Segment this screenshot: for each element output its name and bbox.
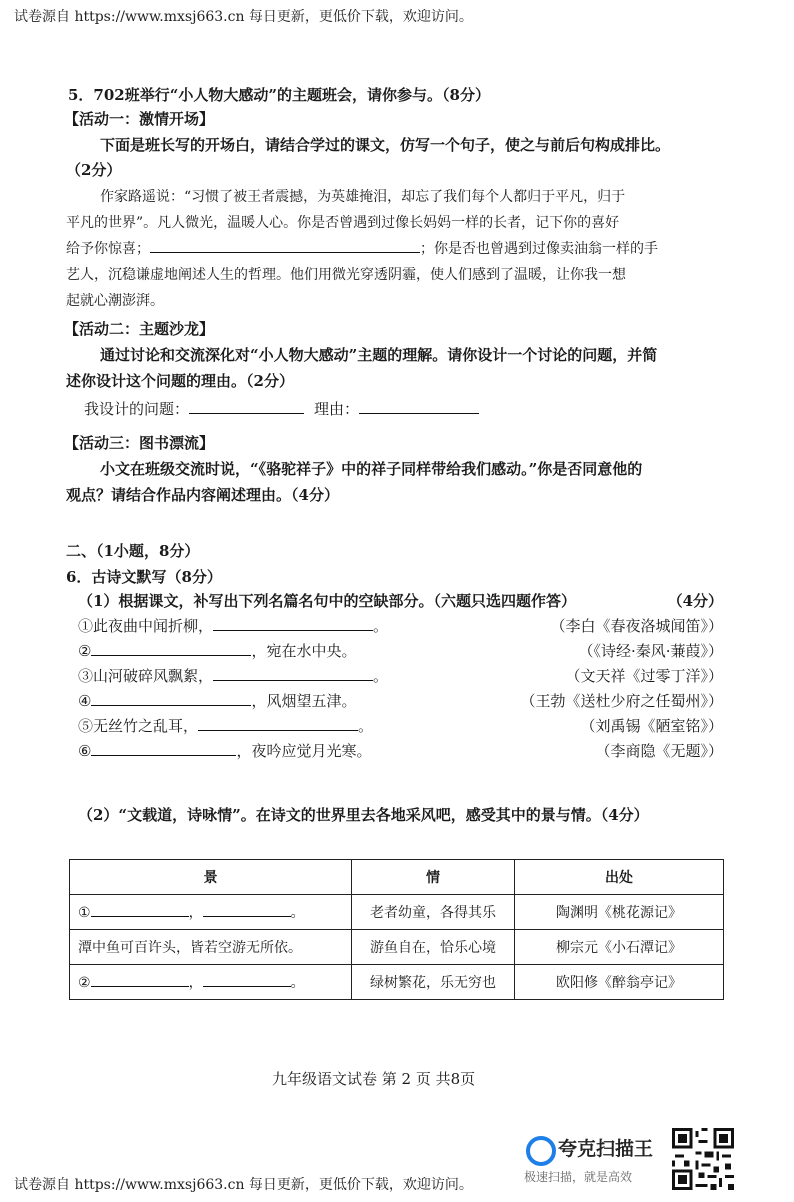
act1-prompt-line2: （2分） bbox=[66, 161, 122, 179]
poem-line-6-source: （李商隐《无题》） bbox=[595, 742, 723, 760]
act3-prompt-line1: 小文在班级交流时说，“《骆驼祥子》中的祥子同样带给我们感动。”你是否同意他的 bbox=[100, 460, 643, 478]
row3-scene bbox=[70, 965, 352, 1000]
section2-title: 二、（1小题，8分） bbox=[66, 542, 200, 560]
act1-passage-line2: 平凡的世界”。凡人微光，温暖人心。你是否曾遇到过像长妈妈一样的长者，记下你的喜好 bbox=[66, 215, 620, 231]
row1-blank-a[interactable] bbox=[91, 915, 189, 917]
row3-emotion: 绿树繁花，乐无穷也 bbox=[352, 965, 515, 1000]
poem-line-4 bbox=[78, 690, 723, 711]
poem-line-6-blank[interactable] bbox=[91, 754, 236, 756]
poem-line-2-post: ，宛在水中央。 bbox=[251, 642, 357, 660]
poem-line-3-post: 。 bbox=[373, 667, 389, 685]
row1-scene-period: 。 bbox=[290, 905, 305, 921]
poem-line-1 bbox=[78, 615, 723, 636]
row1-source: 陶渊明《桃花源记》 bbox=[515, 895, 724, 930]
act1-title: 【活动一：激情开场】 bbox=[64, 110, 215, 128]
brand-logo-icon bbox=[526, 1136, 556, 1166]
poem-line-3-blank[interactable] bbox=[213, 679, 373, 681]
poem-line-6-pre: ⑥ bbox=[78, 742, 92, 760]
act2-question-label: 我设计的问题： bbox=[84, 400, 190, 418]
poem-line-3-pre: ③山河破碎风飘絮， bbox=[78, 667, 214, 685]
act3-prompt-line2: 观点？请结合作品内容阐述理由。（4分） bbox=[66, 486, 339, 504]
act3-title: 【活动三：图书漂流】 bbox=[64, 434, 215, 452]
header-source: 出处 bbox=[515, 860, 724, 895]
poem-line-5-blank[interactable] bbox=[198, 729, 358, 731]
poem-line-1-source: （李白《春夜洛城闻笛》） bbox=[550, 617, 723, 635]
poem-line-1-post: 。 bbox=[373, 617, 389, 635]
row3-blank-a[interactable] bbox=[91, 985, 189, 987]
poem-line-4-source: （王勃《送杜少府之任蜀州》） bbox=[520, 692, 723, 710]
qr-code-icon bbox=[672, 1128, 734, 1190]
act2-title: 【活动二：主题沙龙】 bbox=[64, 320, 215, 338]
act2-reason-label: 理由： bbox=[314, 400, 360, 418]
act2-prompt-line2: 述你设计这个问题的理由。（2分） bbox=[66, 372, 294, 390]
row1-scene-marker: ① bbox=[78, 905, 91, 921]
poem-line-3 bbox=[78, 665, 723, 686]
row3-source: 欧阳修《醉翁亭记》 bbox=[515, 965, 724, 1000]
act2-question-blank[interactable] bbox=[189, 412, 304, 414]
act2-answer-line bbox=[84, 398, 479, 419]
brand-slogan: 极速扫描，就是高效 bbox=[524, 1170, 633, 1184]
act2-reason-blank[interactable] bbox=[359, 412, 479, 414]
act1-prompt-line1: 下面是班长写的开场白，请结合学过的课文，仿写一个句子，使之与前后句构成排比。 bbox=[100, 136, 671, 154]
part1-title-line bbox=[78, 590, 723, 611]
scene-emotion-table bbox=[69, 859, 724, 1000]
row1-emotion: 老者幼童，各得其乐 bbox=[352, 895, 515, 930]
row3-scene-comma: ， bbox=[188, 975, 203, 991]
table-header-row bbox=[70, 860, 724, 895]
row3-scene-period: 。 bbox=[290, 975, 305, 991]
footer-source-text: 试卷源自 https://www.mxsj663.cn 每日更新，更低价下载，欢迎访问。 bbox=[14, 1177, 473, 1193]
q6-title: 6．古诗文默写（8分） bbox=[66, 568, 222, 586]
row3-scene-marker: ② bbox=[78, 975, 91, 991]
table-row bbox=[70, 965, 724, 1000]
row1-blank-b[interactable] bbox=[203, 915, 291, 917]
poem-line-5-post: 。 bbox=[358, 717, 374, 735]
row2-source: 柳宗元《小石潭记》 bbox=[515, 930, 724, 965]
poem-line-2-source: （《诗经·秦风·蒹葭》） bbox=[578, 642, 723, 660]
header-source-text: 试卷源自 https://www.mxsj663.cn 每日更新，更低价下载，欢迎访问。 bbox=[14, 9, 473, 25]
poem-line-4-pre: ④ bbox=[78, 692, 92, 710]
scanner-brand-logo bbox=[524, 1134, 664, 1194]
row2-scene: 潭中鱼可百许头，皆若空游无所依。 bbox=[70, 930, 352, 965]
poem-line-2-pre: ② bbox=[78, 642, 92, 660]
poem-line-2 bbox=[78, 640, 723, 661]
row3-blank-b[interactable] bbox=[203, 985, 291, 987]
header-scene: 景 bbox=[70, 860, 352, 895]
page-number: 九年级语文试卷 第 2 页 共8页 bbox=[272, 1070, 476, 1088]
poem-line-4-blank[interactable] bbox=[91, 704, 251, 706]
poem-line-3-source: （文天祥《过零丁洋》） bbox=[565, 667, 723, 685]
act1-passage-line3-end: ；你是否也曾遇到过像卖油翁一样的手 bbox=[420, 241, 658, 257]
table-row bbox=[70, 930, 724, 965]
poem-line-5 bbox=[78, 715, 723, 736]
table-row bbox=[70, 895, 724, 930]
poem-line-6 bbox=[78, 740, 723, 761]
part1-title: （1）根据课文，补写出下列名篇名句中的空缺部分。（六题只选四题作答） bbox=[78, 592, 576, 610]
poem-line-4-post: ，风烟望五津。 bbox=[251, 692, 357, 710]
poem-line-5-source: （刘禹锡《陋室铭》） bbox=[580, 717, 723, 735]
poem-line-2-blank[interactable] bbox=[91, 654, 251, 656]
poem-line-1-blank[interactable] bbox=[213, 629, 373, 631]
act2-prompt-line1: 通过讨论和交流深化对“小人物大感动”主题的理解。请你设计一个讨论的问题，并简 bbox=[100, 346, 658, 364]
header-emotion: 情 bbox=[352, 860, 515, 895]
act1-passage-line3 bbox=[66, 238, 658, 258]
row1-scene-comma: ， bbox=[188, 905, 203, 921]
poem-line-6-post: ，夜吟应觉月光寒。 bbox=[236, 742, 372, 760]
brand-name: 夸克扫描王 bbox=[558, 1138, 654, 1160]
row2-emotion: 游鱼自在，恰乐心境 bbox=[352, 930, 515, 965]
act1-passage-line1: 作家路遥说：“习惯了被王者震撼，为英雄掩泪，却忘了我们每个人都归于平凡，归于 bbox=[100, 189, 626, 205]
row1-scene bbox=[70, 895, 352, 930]
q5-title: 5．702班举行“小人物大感动”的主题班会，请你参与。（8分） bbox=[68, 86, 490, 104]
act1-answer-blank[interactable] bbox=[150, 251, 420, 253]
poem-line-5-pre: ⑤无丝竹之乱耳， bbox=[78, 717, 199, 735]
poem-line-1-pre: ①此夜曲中闻折柳， bbox=[78, 617, 214, 635]
part1-score: （4分） bbox=[667, 592, 723, 610]
act1-passage-line3-start: 给予你惊喜； bbox=[66, 241, 150, 257]
act1-passage-line4: 艺人，沉稳谦虚地阐述人生的哲理。他们用微光穿透阴霾，使人们感到了温暖，让你我一想 bbox=[66, 267, 626, 283]
act1-passage-line5: 起就心潮澎湃。 bbox=[66, 293, 164, 309]
part2-title: （2）“文载道，诗咏情”。在诗文的世界里去各地采风吧，感受其中的景与情。（4分） bbox=[78, 806, 649, 824]
